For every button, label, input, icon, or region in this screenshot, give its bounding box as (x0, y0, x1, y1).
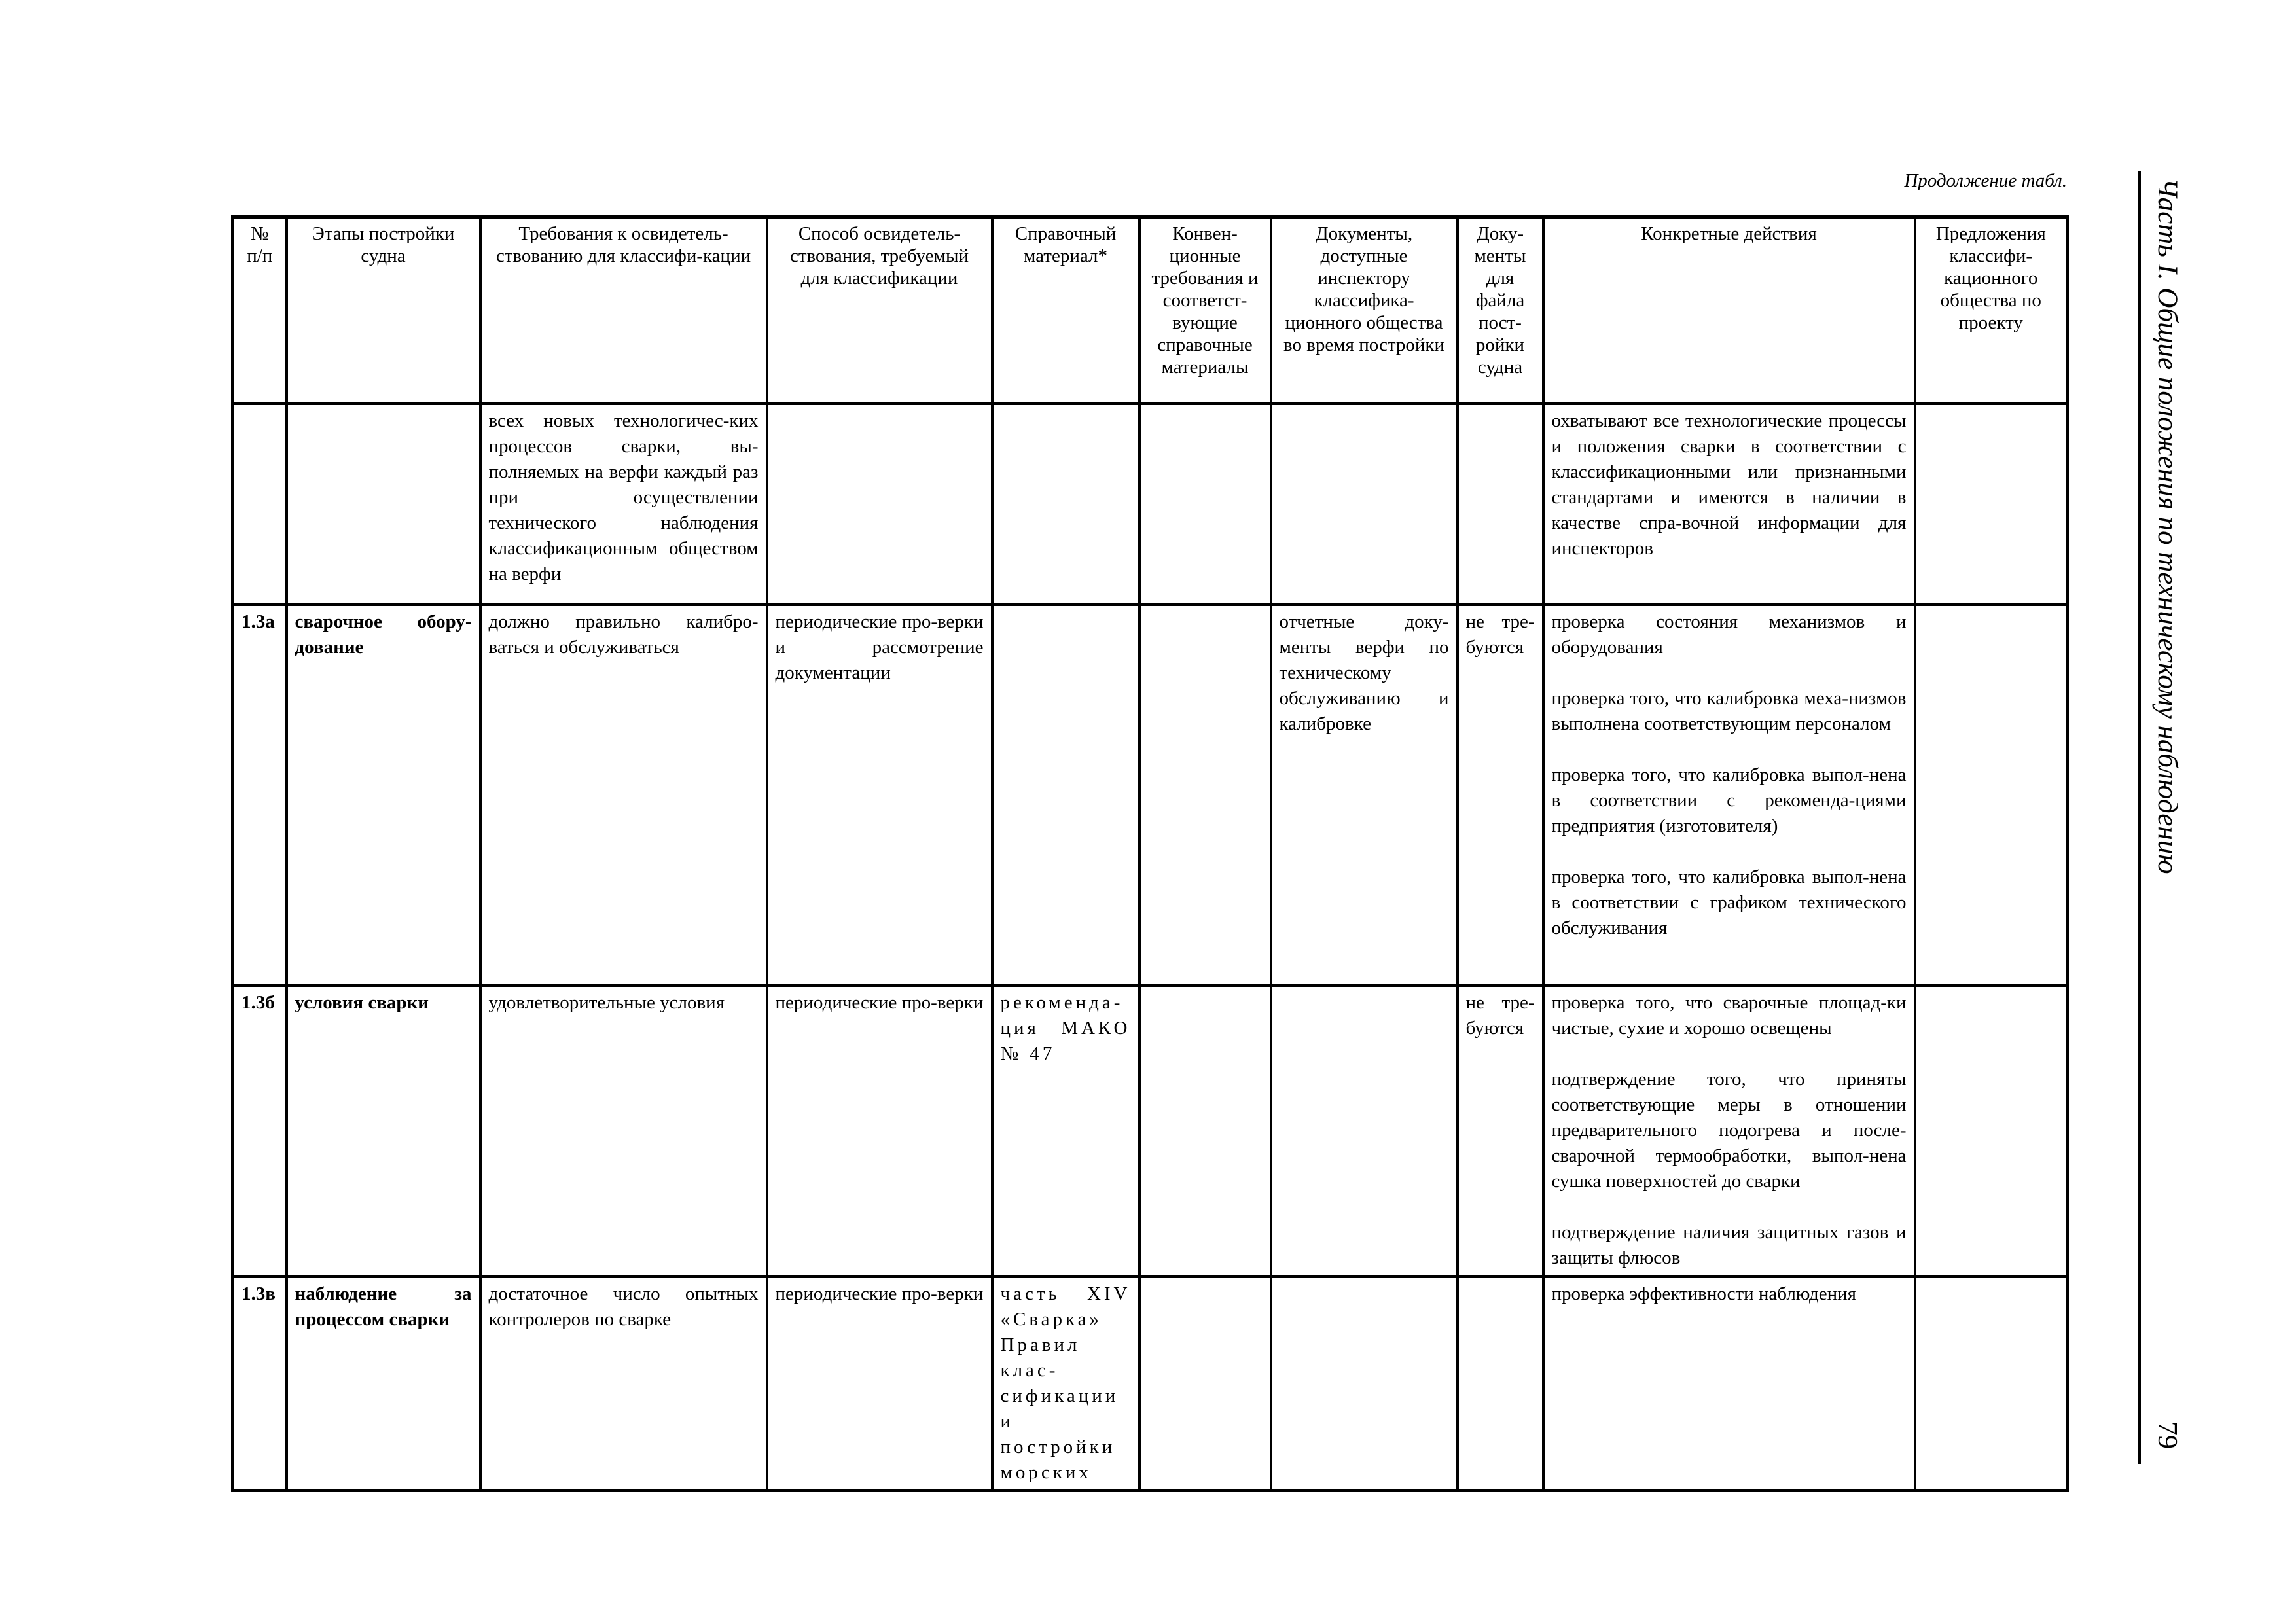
table-row (233, 986, 2068, 1277)
action-item: проверка состояния механизмов и оборудования (1551, 611, 1907, 658)
row-file-docs: не тре-буются (1458, 605, 1543, 986)
action-item: проверка того, что калибровка выпол-нена в соответствии с рекоменда-циями предприятия (изготовителя) (1551, 764, 1907, 836)
row-convention (1139, 605, 1271, 986)
running-title: Часть I. Общие положения по техническому наблюдению (2152, 178, 2183, 874)
row-actions (1543, 605, 1915, 986)
row-file-docs (1458, 1277, 1543, 1491)
row-proposals (1915, 1277, 2068, 1491)
col-header-file-docs: Доку-менты для файла пост-ройки судна (1458, 217, 1543, 404)
row-reference: часть XIV «Сварка» Правил клас-сификации и постройки морских (992, 1277, 1139, 1491)
row-file-docs (1458, 404, 1543, 605)
row-requirements: достаточное число опытных контролеров по сварке (480, 1277, 767, 1491)
row-method: периодические про-верки (767, 1277, 992, 1491)
table-header-row (233, 217, 2068, 404)
action-item: проверка того, что калибровка выпол-нена в соответствии с графиком технического обслуживания (1551, 866, 1907, 938)
row-stage: сварочное обору-дование (287, 605, 480, 986)
table-row (233, 404, 2068, 605)
row-reference (992, 605, 1139, 986)
row-number (233, 404, 287, 605)
row-documents (1271, 404, 1458, 605)
row-requirements: всех новых технологичес-ких процессов сварки, вы-полняемых на верфи каждый раз при осуществлении технического наблюдения классификационным обществом на верфи (480, 404, 767, 605)
action-item: подтверждение наличия защитных газов и защиты флюсов (1551, 1221, 1907, 1268)
row-requirements: удовлетворительные условия (480, 986, 767, 1277)
row-documents (1271, 1277, 1458, 1491)
row-actions (1543, 404, 1915, 605)
continuation-label: Продолжение табл. (1904, 170, 2067, 191)
col-header-method: Способ освидетель-ствования, требуемый для классификации (767, 217, 992, 404)
row-number: 1.3в (233, 1277, 287, 1491)
col-header-proposals: Предложения классифи-кационного общества по проекту (1915, 217, 2068, 404)
row-convention (1139, 404, 1271, 605)
col-header-convention: Конвен-ционные требования и соответст-вующие справочные материалы (1139, 217, 1271, 404)
row-stage: условия сварки (287, 986, 480, 1277)
row-number: 1.3б (233, 986, 287, 1277)
row-method: периодические про-верки (767, 986, 992, 1277)
action-item: проверка того, что калибровка меха-низмов выполнена соответствующим персоналом (1551, 687, 1907, 734)
row-convention (1139, 986, 1271, 1277)
row-reference (992, 404, 1139, 605)
row-number: 1.3а (233, 605, 287, 986)
row-file-docs: не тре-буются (1458, 986, 1543, 1277)
action-item: подтверждение того, что приняты соответствующие меры в отношении предварительного подогрева и после-сварочной термообработки, выпол-нена сушка поверхностей до сварки (1551, 1068, 1907, 1192)
side-divider-rule (2138, 171, 2141, 1464)
row-proposals (1915, 404, 2068, 605)
row-proposals (1915, 605, 2068, 986)
col-header-actions: Конкретные действия (1543, 217, 1915, 404)
row-stage: наблюдение за процессом сварки (287, 1277, 480, 1491)
col-header-number: № п/п (233, 217, 287, 404)
row-requirements: должно правильно калибро-ваться и обслуживаться (480, 605, 767, 986)
col-header-reference: Справочный материал* (992, 217, 1139, 404)
row-proposals (1915, 986, 2068, 1277)
col-header-requirements: Требования к освидетель-ствованию для классифи-кации (480, 217, 767, 404)
table-row (233, 605, 2068, 986)
page-number: 79 (2152, 1421, 2182, 1449)
table-row (233, 1277, 2068, 1491)
row-actions (1543, 1277, 1915, 1491)
survey-table (231, 215, 2069, 1492)
row-documents: отчетные доку-менты верфи по техническому обслуживанию и калибровке (1271, 605, 1458, 986)
row-convention (1139, 1277, 1271, 1491)
row-documents (1271, 986, 1458, 1277)
action-item: охватывают все технологические процессы и положения сварки в соответствии с классификационными или признанными стандартами и имеются в наличии в качестве спра-вочной информации для инспекторов (1551, 410, 1907, 559)
col-header-stage: Этапы постройки судна (287, 217, 480, 404)
row-actions (1543, 986, 1915, 1277)
col-header-documents: Документы, доступные инспектору классифика-ционного общества во время постройки (1271, 217, 1458, 404)
action-item: проверка того, что сварочные площад-ки чистые, сухие и хорошо освещены (1551, 991, 1907, 1039)
row-reference: рекоменда-ция МАКО № 47 (992, 986, 1139, 1277)
row-method (767, 404, 992, 605)
row-stage (287, 404, 480, 605)
action-item: проверка эффективности наблюдения (1551, 1283, 1856, 1304)
row-method: периодические про-верки и рассмотрение документации (767, 605, 992, 986)
